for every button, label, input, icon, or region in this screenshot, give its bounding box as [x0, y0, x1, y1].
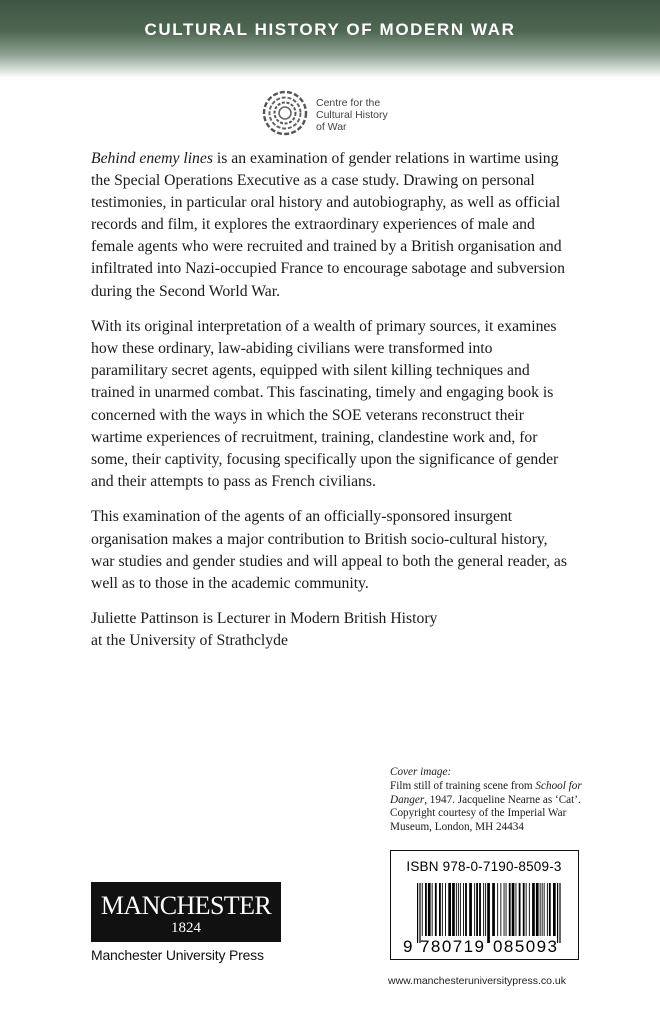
barcode-bar [559, 883, 560, 943]
book-blurb [91, 148, 569, 666]
credit-text: Film still of training scene from [390, 779, 536, 792]
barcode-bar [432, 883, 433, 936]
barcode-bar [532, 883, 535, 936]
centre-name-line: Cultural History [316, 109, 388, 121]
credit-heading: Cover image: [390, 766, 452, 778]
publisher-name: MANCHESTER [100, 891, 272, 920]
barcode-first-digit: 9 [403, 937, 413, 955]
barcode-bar [417, 883, 418, 943]
barcode-bar [448, 883, 451, 936]
author-bio [91, 608, 569, 652]
barcode-bar [425, 883, 427, 936]
barcode-bar [445, 883, 446, 936]
barcode-bar [458, 883, 459, 936]
barcode-bar [485, 883, 486, 936]
barcode-bar [542, 883, 543, 936]
barcode-bar [463, 883, 464, 936]
book-title: Behind enemy lines [91, 150, 213, 167]
barcode-bar [506, 883, 507, 936]
blurb-paragraph-1 [91, 148, 569, 303]
credit-text-end: , 1947. Jacqueline Nearne as ‘Cat’. Copyright courtesy of the Imperial War Museum, London, MH 24434 [390, 793, 581, 834]
barcode-bar [526, 883, 527, 936]
barcode-bar [509, 883, 511, 936]
barcode-right-digits: 085093 [493, 937, 557, 955]
barcode-bar [557, 883, 558, 943]
barcode-bar [476, 883, 478, 936]
barcode-bar [512, 883, 515, 936]
barcode-bar [519, 883, 521, 936]
barcode-bar [553, 883, 556, 936]
cover-image-credit [390, 766, 590, 835]
barcode-bar [419, 883, 420, 943]
barcode-bar [483, 883, 484, 936]
barcode-bar [439, 883, 441, 936]
barcode-bar [492, 883, 495, 936]
publisher-year: 1824 [171, 920, 201, 936]
credit-film-title: School for Danger [390, 779, 582, 806]
barcode-bar [456, 883, 457, 936]
centre-name-line: of War [316, 121, 347, 133]
barcode-bar [474, 883, 475, 936]
barcode-bar [504, 883, 505, 936]
barcode-bar [469, 883, 472, 936]
isbn-label: ISBN 978-0-7190-8509-3 [406, 859, 562, 874]
barcode-bar [529, 883, 530, 936]
barcode-bar [536, 883, 539, 936]
publisher-logo [91, 882, 281, 942]
publisher-website: www.manchesteruniversitypress.co.uk [388, 975, 566, 987]
barcode-left-digits: 780719 [420, 937, 484, 955]
barcode-bar [465, 883, 467, 936]
blurb-paragraph-3: This examination of the agents of an officially-sponsored insurgent organisation makes a major contribution to British socio-cultural history, war studies and gender studies and will appeal to both the general reader, as well as to those in the academic community. [91, 508, 567, 592]
blurb-paragraph-2: With its original interpretation of a wealth of primary sources, it examines how these ordinary, law-abiding civilians were transformed into paramilitary secret agents, equipped with silent killing techniques and trained in unarmed combat. This fascinating, timely and engaging book is concerned with the ways in which the SOE veterans reconstruct their wartime experiences of recruitment, training, clandestine work and, for some, their captivity, focusing specifically upon the significance of gender and their attempts to pass as French civilians. [91, 318, 559, 490]
barcode-bar [435, 883, 437, 936]
barcode-bar [497, 883, 498, 936]
author-bio-line-1: Juliette Pattinson is Lecturer in Modern British History [91, 610, 438, 628]
barcode-bar [516, 883, 517, 936]
publisher-press: Manchester University Press [91, 947, 264, 963]
concentric-rings-icon [261, 89, 309, 137]
barcode-bar [540, 883, 541, 936]
barcode-bar [452, 883, 455, 936]
barcode-bar [487, 883, 490, 943]
author-bio-line-2: at the University of Strathclyde [91, 632, 288, 650]
barcode-bar [544, 883, 545, 936]
isbn-barcode [390, 850, 579, 960]
barcode-bar [442, 883, 443, 936]
barcode-bar [549, 883, 551, 936]
centre-name-line: Centre for the [316, 97, 381, 109]
barcode-bar [523, 883, 525, 936]
blurb-paragraph-1-text: is an examination of gender relations in wartime using the Special Operations Executive as a case study. Drawing on personal testimonies, in particular oral history and autobiography, as well as official records and film, it explores the extraordinary experiences of male and female agents who were recruited and trained by a British organisation and infiltrated into Nazi-occupied France to encourage sabotage and subversion during the Second World War. [91, 150, 565, 300]
barcode-bar [428, 883, 431, 936]
barcode-bar [547, 883, 548, 936]
series-title: CULTURAL HISTORY OF MODERN WAR [144, 20, 516, 39]
barcode-bar [460, 883, 461, 936]
barcode-bar [500, 883, 501, 936]
centre-name [316, 97, 436, 133]
barcode-bar [422, 883, 423, 936]
barcode-bar [479, 883, 481, 936]
barcode-bars [399, 881, 569, 955]
